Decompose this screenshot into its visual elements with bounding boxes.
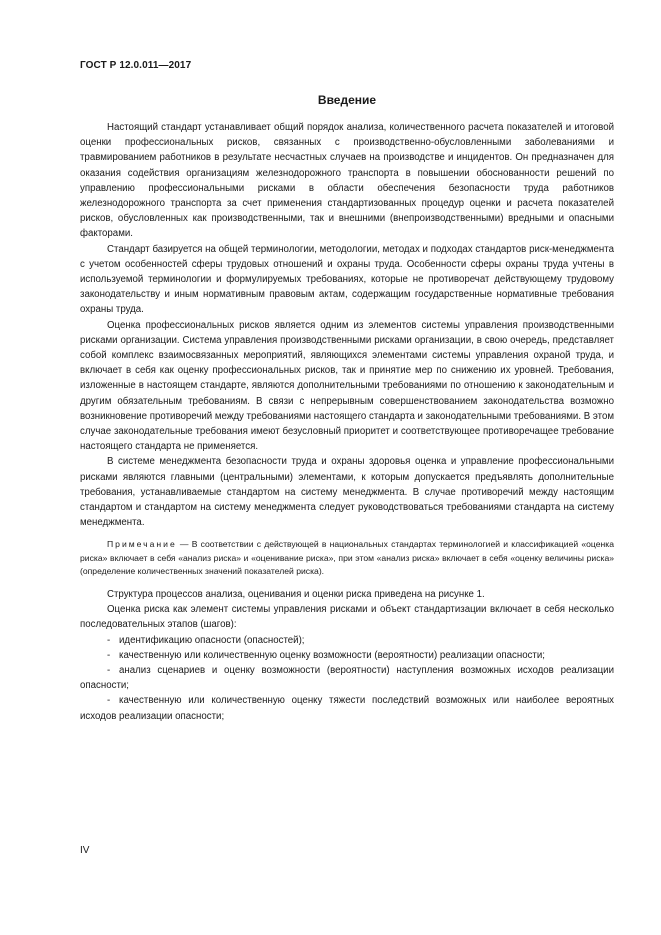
list-item [80,633,614,648]
list-item [80,648,614,663]
list-item [80,663,614,693]
dash-marker: - [107,634,111,646]
paragraph: Оценка риска как элемент системы управления рисками и объект стандартизации включает в себя несколько последовательных этапов (шагов): [80,604,614,631]
note-label: Примечание [107,539,177,550]
dash-marker: - [107,649,111,661]
list-item-text: качественную или количественную оценку возможности (вероятности) реализации опасности; [119,649,545,661]
list-item-text: качественную или количественную оценку тяжести последствий возможных или наиболее вероятных исходов реализации опасности; [80,695,614,722]
paragraph: Структура процессов анализа, оценивания и оценки риска приведена на рисунке 1. [107,588,485,600]
list-item [80,693,614,723]
note [80,538,614,579]
body-text [80,120,614,724]
paragraph: В системе менеджмента безопасности труда и охраны здоровья оценка и управление профессиональными рисками являются главными (центральными) элементами, к которым допускается предъявлять дополнительные требования, устанавливаемые стандартом на систему менеджмента. В случае противоречий между настоящим стандартом и стандартом на систему менеджмента следует руководствоваться требованиями стандарта на систему менеджмента. [80,456,614,529]
dash-marker: - [107,665,111,676]
paragraph: Настоящий стандарт устанавливает общий порядок анализа, количественного расчета показателей и итоговой оценки профессиональных рисков, связанных с производственно-обусловленными заболеваниями и травмированием работников в результате несчастных случаев на производстве и инцидентов. Он предназначен для оказания содействия организациям железнодорожного транспорта в повышении обоснованности решений по управлению профессиональными рисками в области обеспечения безопасности труда работников железнодорожного транспорта за счет применения стандартизованных процедур оценки и расчета показателей рисков, обусловленных как производственными, так и внешними (внепроизводственными) вредными и опасными факторами. [80,122,614,240]
paragraph: Оценка профессиональных рисков является одним из элементов системы управления производственными рисками организации. Система управления производственными рисками организации, в свою очередь, представляет собой комплекс взаимосвязанных мероприятий, являющихся элементами системы управления охраной труда, и включает в себя как оценку профессиональных рисков, так и принятие мер по снижению их уровней. Требования, изложенные в настоящем стандарте, являются дополнительными требованиями по отношению к законодательным и другим обязательным требованиям. В связи с непрерывным совершенствованием законодательства возможно возникновение противоречий между требованиями настоящего стандарта и законодательными требованиями. В этом случае законодательные требования имеют безусловный приоритет и соответствующее противоречащее требование настоящего стандарта не применяется. [80,319,614,453]
list-item-text: анализ сценариев и оценку возможности (вероятности) наступления возможных исходов реализации опасности; [80,665,614,692]
document-header: ГОСТ Р 12.0.011—2017 [80,60,192,71]
paragraph: Стандарт базируется на общей терминологии, методологии, методах и подходах стандартов риск-менеджмента с учетом особенностей сферы трудовых отношений и охраны труда. Особенности сферы охраны труда учтены в используемой терминологии и формулируемых требованиях, которые не противоречат действующему трудовому законодательству и иным нормативным правовым актам, содержащим государственные нормативные требования охраны труда. [80,243,614,316]
page-number: IV [80,845,90,856]
list-item-text: идентификацию опасности (опасностей); [119,634,305,646]
dash-marker: - [107,695,111,707]
steps-list [80,633,614,724]
note-text: — В соответствии с действующей в национальных стандартах терминологией и классификацией «оценка риска» включает в себя «анализ риска» и «оценивание риска», при этом «анализ риска» включает в себя «оценку величины риска» (определение количественных значений показателей риска). [80,539,614,577]
section-title: Введение [317,93,377,107]
